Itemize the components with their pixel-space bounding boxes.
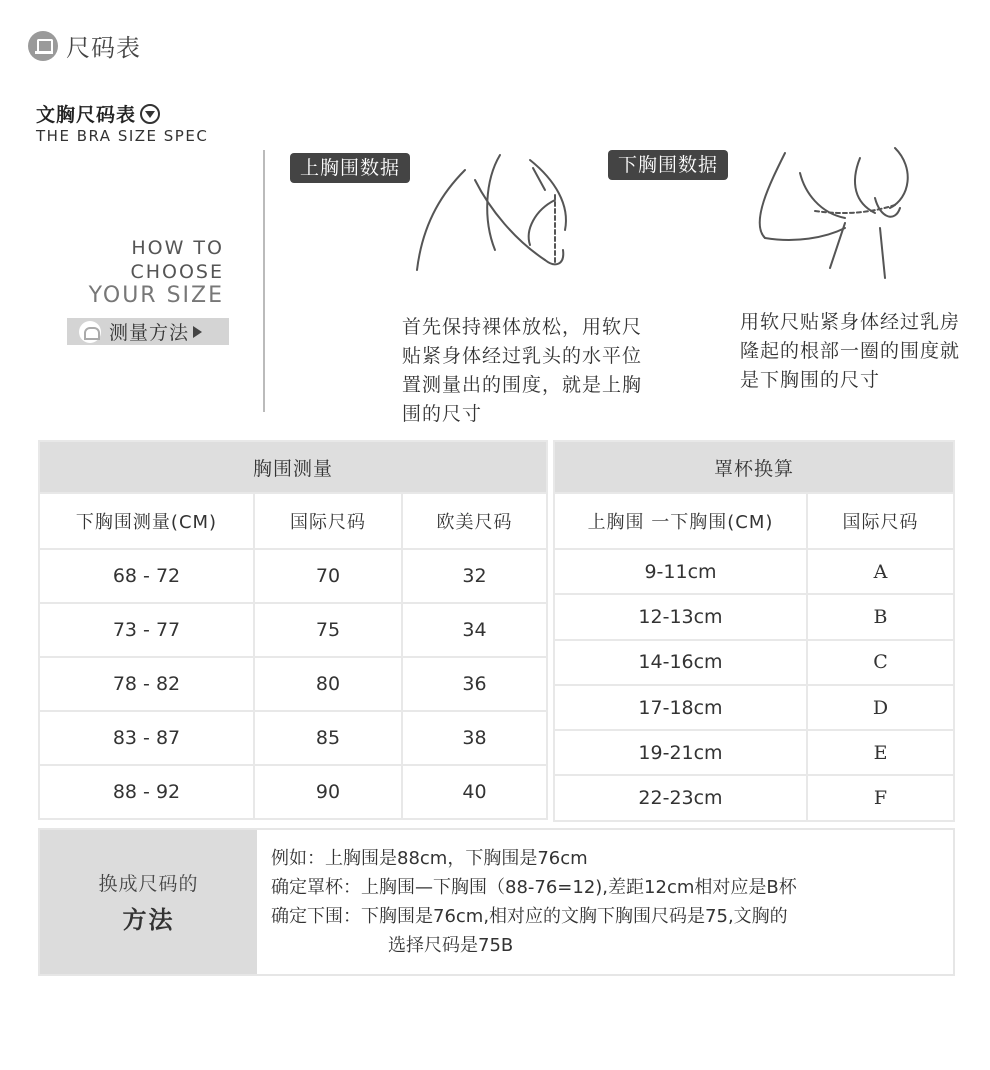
table-cell: D <box>807 685 954 730</box>
table-cell: 38 <box>402 711 547 765</box>
band-label: 确定下围： <box>271 906 361 927</box>
table-cell: 9-11cm <box>554 549 807 594</box>
table-cell: 19-21cm <box>554 730 807 775</box>
table-row <box>39 657 547 711</box>
table-cell: 88 - 92 <box>39 765 254 819</box>
page-header <box>28 28 141 63</box>
upper-bust-label: 上胸围数据 <box>290 153 410 183</box>
table-row <box>554 594 954 639</box>
table-row <box>554 685 954 730</box>
table-cell: 40 <box>402 765 547 819</box>
arrow-right-icon <box>193 326 202 338</box>
table-cell: 83 - 87 <box>39 711 254 765</box>
vertical-divider <box>263 150 265 412</box>
table-cell: 17-18cm <box>554 685 807 730</box>
how-to-choose <box>89 236 224 308</box>
column-header: 欧美尺码 <box>402 493 547 549</box>
table-cell: 90 <box>254 765 402 819</box>
method-title-line2: 方法 <box>122 906 175 934</box>
bra-size-title <box>36 100 160 127</box>
table-row <box>554 549 954 594</box>
table-cell: 70 <box>254 549 402 603</box>
band-text: 下胸围是76cm,相对应的文胸下胸围尺码是75,文胸的 <box>361 906 788 927</box>
chevron-down-circle-icon <box>140 104 160 124</box>
table-cell: 75 <box>254 603 402 657</box>
column-header: 下胸围测量(CM) <box>39 493 254 549</box>
table-row <box>554 640 954 685</box>
table-row <box>554 730 954 775</box>
table-cell: C <box>807 640 954 685</box>
table-cell: 80 <box>254 657 402 711</box>
method-example: 例如：上胸围是88cm，下胸围是76cm <box>271 848 588 869</box>
bra-icon <box>79 321 101 343</box>
cup-label: 确定罩杯： <box>271 877 361 898</box>
bust-table-title: 胸围测量 <box>39 441 547 493</box>
method-box-title <box>40 830 257 974</box>
table-cell: 12-13cm <box>554 594 807 639</box>
method-title-line1: 换成尺码的 <box>98 873 199 895</box>
lower-bust-label: 下胸围数据 <box>608 150 728 180</box>
bra-title-text: 文胸尺码表 <box>36 104 137 126</box>
column-header: 上胸围 一下胸围(CM) <box>554 493 807 549</box>
table-row <box>39 711 547 765</box>
how-to-line1: HOW TO <box>131 237 224 259</box>
page-title: 尺码表 <box>66 34 141 62</box>
table-cell: 32 <box>402 549 547 603</box>
table-cell: 14-16cm <box>554 640 807 685</box>
how-to-line2: CHOOSE <box>130 261 224 283</box>
cup-table-title: 罩杯换算 <box>554 441 954 493</box>
table-cell: A <box>807 549 954 594</box>
measure-method-badge <box>67 318 229 345</box>
column-header: 国际尺码 <box>254 493 402 549</box>
table-cell: 85 <box>254 711 402 765</box>
method-band-line <box>271 902 953 931</box>
column-header: 国际尺码 <box>807 493 954 549</box>
bra-subtitle: THE BRA SIZE SPEC <box>36 127 209 145</box>
upper-bust-sketch-icon <box>405 150 585 295</box>
method-band-line2: 选择尺码是75B <box>388 935 514 956</box>
table-cell: 78 - 82 <box>39 657 254 711</box>
table-row <box>554 775 954 820</box>
method-label: 测量方法 <box>109 322 190 344</box>
table-cell: B <box>807 594 954 639</box>
table-row <box>39 549 547 603</box>
how-to-line3: YOUR SIZE <box>88 283 224 308</box>
table-cell: 34 <box>402 603 547 657</box>
table-cell: 68 - 72 <box>39 549 254 603</box>
table-cell: E <box>807 730 954 775</box>
upper-bust-description: 首先保持裸体放松，用软尺贴紧身体经过乳头的水平位置测量出的围度，就是上胸围的尺寸 <box>402 316 643 425</box>
lower-bust-sketch-icon <box>745 143 920 283</box>
size-method-box <box>38 828 955 976</box>
table-row <box>39 603 547 657</box>
table-row <box>39 765 547 819</box>
cup-text: 上胸围—下胸围（88-76=12),差距12cm相对应是B杯 <box>361 877 797 898</box>
bust-measure-table <box>38 440 548 820</box>
table-cell: F <box>807 775 954 820</box>
method-cup-line <box>271 873 953 902</box>
ruler-icon <box>28 31 58 61</box>
table-cell: 73 - 77 <box>39 603 254 657</box>
lower-bust-description: 用软尺贴紧身体经过乳房隆起的根部一圈的围度就是下胸围的尺寸 <box>740 311 961 391</box>
table-cell: 22-23cm <box>554 775 807 820</box>
table-cell: 36 <box>402 657 547 711</box>
method-box-content <box>257 830 953 974</box>
cup-conversion-table <box>553 440 955 822</box>
